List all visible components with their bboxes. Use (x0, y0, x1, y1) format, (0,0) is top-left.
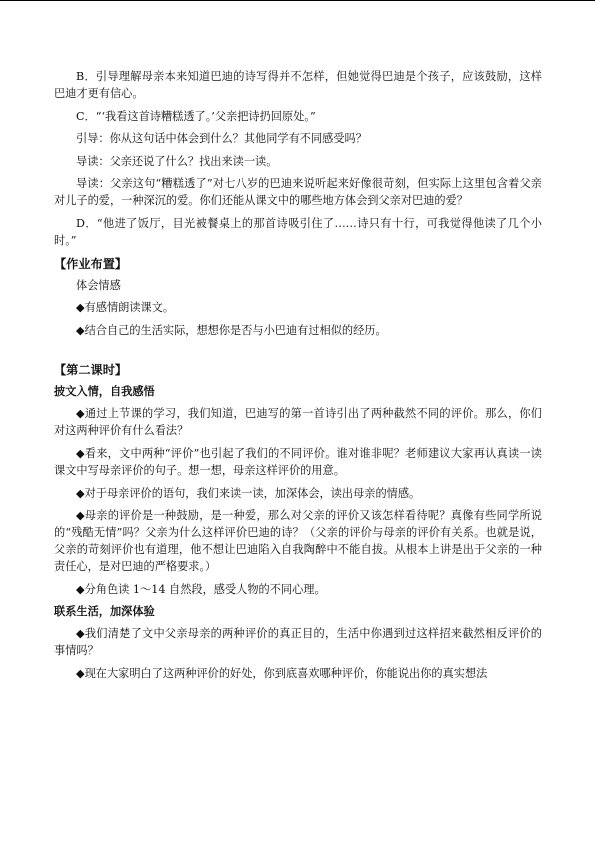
homework-intro: 体会情感 (76, 278, 121, 292)
paragraph-b: B．引导理解母亲本来知道巴迪的诗写得并不怎样，但她觉得巴迪是个孩子，应该鼓励，这样巴迪才更有信心。 (54, 70, 542, 100)
homework-item-1: ◆有感情朗读课文。 (76, 301, 175, 315)
section-1-item-5: ◆分角色读 1～14 自然段，感受人物的不同心理。 (76, 582, 326, 596)
homework-heading: 【作业布置】 (54, 256, 128, 271)
section-1-item-1: ◆通过上节课的学习，我们知道，巴迪写的第一首诗引出了两种截然不同的评价。那么，你们对这两种评价有什么看法？ (54, 407, 542, 438)
document-page (54, 68, 542, 688)
second-lesson-heading: 【第二课时】 (54, 363, 128, 378)
section-1-item-3: ◆对于母亲评价的语句，我们来读一读，加深体会，读出母亲的情感。 (76, 486, 421, 500)
section-2-item-2: ◆现在大家明白了这两种评价的好处，你到底喜欢哪种评价，你能说出你的真实想法 (76, 666, 488, 680)
section-1-item-4: ◆母亲的评价是一种鼓励，是一种爱，那么对父亲的评价又该怎样看待呢？真像有些同学所说的“残酷无情”吗？父亲为什么这样评价巴迪的诗？（父亲的评价与母亲的评价有关系。也就是说，父亲的苛刻评价也有道理，他不想让巴迪陷入自我陶醉中不能自拔。从根本上讲是出于父亲的一种责任心，是对巴迪的严格要求。） (54, 509, 542, 574)
section-2-item-1: ◆我们清楚了文中父亲母亲的两种评价的真正目的，生活中你遇到过这样招来截然相反评价的事情吗？ (54, 627, 542, 658)
paragraph-d: D．“他进了饭厅，目光被餐桌上的那首诗吸引住了……诗只有十行，可我觉得他读了几个小时。” (54, 216, 542, 247)
homework-item-2: ◆结合自己的生活实际，想想你是否与小巴迪有过相似的经历。 (76, 323, 387, 337)
section-1-item-2: ◆看来，文中两种“评价”也引起了我们的不同评价。谁对谁非呢？老师建议大家再认真读一读课文中写母亲评价的句子。想一想，母亲这样评价的用意。 (54, 446, 542, 477)
section-1-heading: 披文入情，自我感悟 (54, 385, 155, 399)
paragraph-c: C．“‘我看这首诗糟糕透了。’父亲把诗扔回原处。” (76, 109, 316, 123)
paragraph-guide-1: 引导：你从这句话中体会到什么？其他同学有不同感受吗？ (76, 132, 367, 146)
paragraph-guide-2: 导读：父亲还说了什么？找出来读一读。 (76, 154, 278, 168)
section-2-heading: 联系生活，加深体验 (54, 605, 155, 619)
paragraph-guide-3: 导读：父亲这句“糟糕透了”对七八岁的巴迪来说听起来好像很苛刻，但实际上这里包含着父亲对儿子的爱，一种深沉的爱。你们还能从课文中的哪些地方体会到父亲对巴迪的爱？ (54, 177, 542, 208)
header-rule (0, 0, 595, 1)
